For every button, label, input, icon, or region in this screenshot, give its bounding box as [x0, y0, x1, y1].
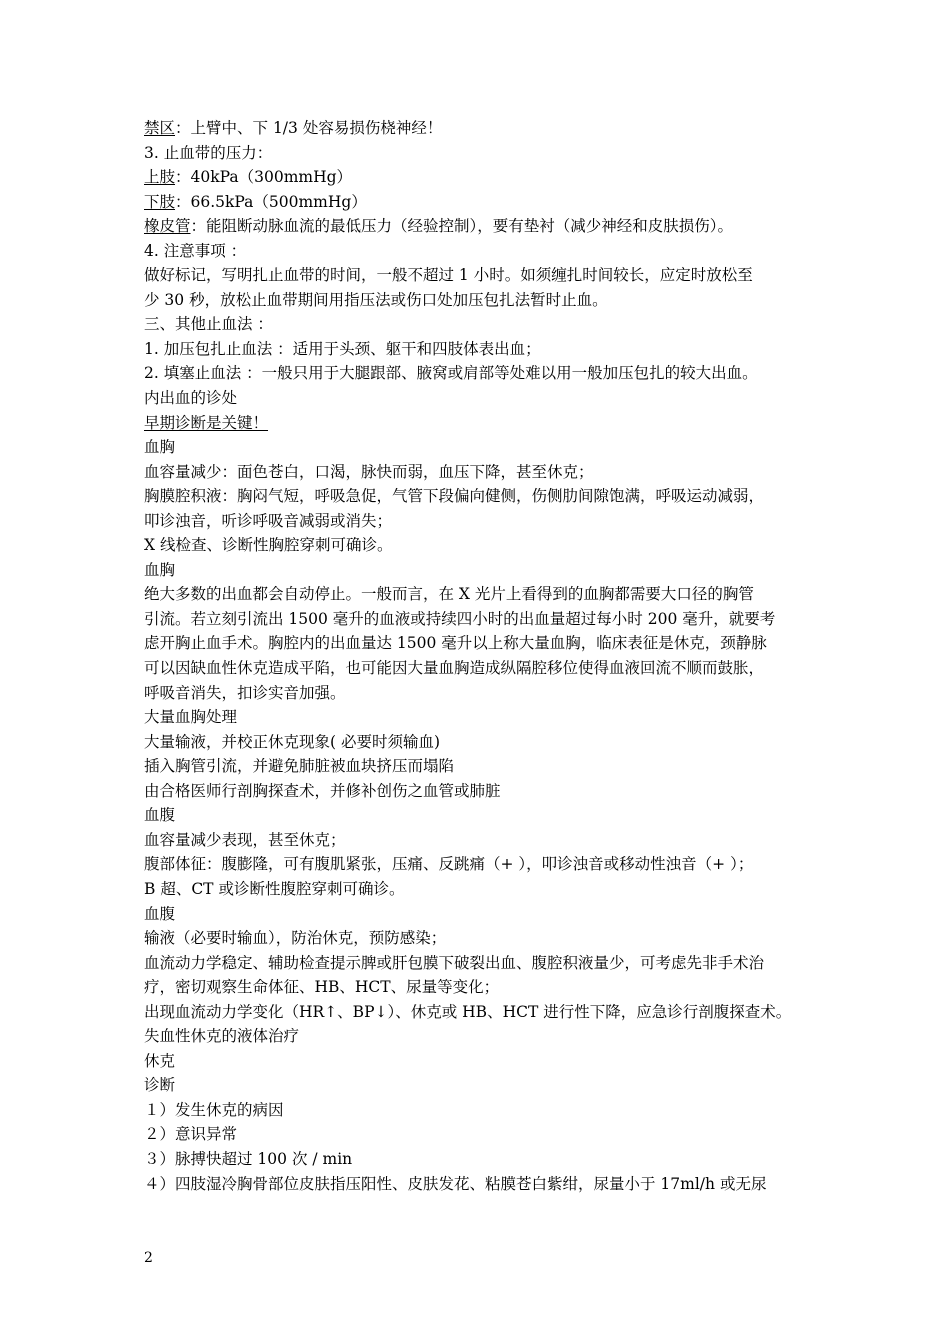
text-line	[144, 1172, 812, 1197]
line-text: 少 30 秒，放松止血带期间用指压法或伤口处加压包扎法暂时止血。	[144, 290, 608, 309]
text-line	[144, 1000, 812, 1025]
text-line	[144, 312, 812, 337]
text-line	[144, 484, 812, 509]
line-text: 引流。若立刻引流出 1500 毫升的血液或持续四小时的出血量超过每小时 200 毫升，就要考	[144, 609, 776, 628]
line-text: １）发生休克的病因	[144, 1100, 284, 1119]
line-text: 血容量减少：面色苍白，口渴，脉快而弱，血压下降，甚至休克；	[144, 462, 594, 481]
line-text: 腹部体征：腹膨隆，可有腹肌紧张，压痛、反跳痛（+ ），叩诊浊音或移动性浊音（+ ）；	[144, 855, 754, 874]
line-text: ２）意识异常	[144, 1125, 238, 1144]
line-text: 叩诊浊音，听诊呼吸音减弱或消失；	[144, 511, 393, 530]
line-text: X 线检查、诊断性胸腔穿刺可确诊。	[144, 536, 393, 555]
text-line	[144, 902, 812, 927]
line-text: ：能阻断动脉血流的最低压力（经验控制），要有垫衬（减少神经和皮肤损伤）。	[190, 217, 734, 236]
text-line	[144, 141, 812, 166]
text-line	[144, 705, 812, 730]
line-text: 血流动力学稳定、辅助检查提示脾或肝包膜下破裂出血、腹腔积液量少，可考虑先非手术治	[144, 953, 765, 972]
line-text: 三、其他止血法 ：	[144, 315, 273, 334]
underlined-term: 早期诊断是关键！	[144, 413, 269, 432]
text-line	[144, 1049, 812, 1074]
underlined-term: 橡皮管	[144, 217, 191, 236]
text-line	[144, 509, 812, 534]
line-text: 由合格医师行剖胸探查术，并修补创伤之血管或肺脏	[144, 781, 501, 800]
line-text: 血胸	[144, 560, 176, 579]
text-line	[144, 803, 812, 828]
text-line	[144, 656, 812, 681]
text-line	[144, 926, 812, 951]
text-line	[144, 681, 812, 706]
text-line	[144, 779, 812, 804]
line-text: 插入胸管引流，并避免肺脏被血块挤压而塌陷	[144, 757, 455, 776]
text-line	[144, 533, 812, 558]
line-text: 输液（必要时输血），防治休克，预防感染；	[144, 929, 447, 948]
line-text: 2. 填塞止血法 ：一般只用于大腿跟部、腋窝或肩部等处难以用一般加压包扎的较大出血。	[144, 364, 758, 383]
underlined-term: 下肢	[144, 192, 176, 211]
text-line	[144, 1098, 812, 1123]
line-text: 胸膜腔积液：胸闷气短，呼吸急促，气管下段偏向健侧，伤侧肋间隙饱满，呼吸运动减弱，	[144, 487, 765, 506]
line-text: 休克	[144, 1051, 176, 1070]
text-line	[144, 852, 812, 877]
text-line	[144, 631, 812, 656]
text-line	[144, 828, 812, 853]
text-line	[144, 337, 812, 362]
text-line	[144, 877, 812, 902]
line-text: ４）四肢湿冷胸骨部位皮肤指压阳性、皮肤发花、粘膜苍白紫绀，尿量小于 17ml/h 或无尿	[144, 1174, 767, 1193]
text-line	[144, 435, 812, 460]
text-line	[144, 386, 812, 411]
text-line	[144, 730, 812, 755]
line-text: 4. 注意事项 ：	[144, 241, 247, 260]
line-text: 3. 止血带的压力：	[144, 143, 273, 162]
text-line	[144, 116, 812, 141]
line-text: 大量血胸处理	[144, 708, 238, 727]
page-number: 2	[144, 1250, 153, 1266]
line-text: 血腹	[144, 806, 176, 825]
line-text: 可以因缺血性休克造成平陷，也可能因大量血胸造成纵隔腔移位使得血液回流不顺而鼓胀，	[144, 659, 765, 678]
line-text: 内出血的诊处	[144, 389, 238, 408]
line-text: 失血性休克的液体治疗	[144, 1027, 300, 1046]
text-line	[144, 754, 812, 779]
text-line	[144, 190, 812, 215]
line-text: ３）脉搏快超过 100 次 / min	[144, 1149, 353, 1168]
line-text: 诊断	[144, 1076, 176, 1095]
line-text: 血胸	[144, 438, 176, 457]
text-line	[144, 1073, 812, 1098]
text-line	[144, 288, 812, 313]
line-text: 疗，密切观察生命体征、HB、HCT、尿量等变化；	[144, 978, 500, 997]
text-line	[144, 1147, 812, 1172]
text-line	[144, 1024, 812, 1049]
text-line	[144, 951, 812, 976]
line-text: ：66.5kPa（500mmHg）	[175, 192, 367, 211]
document-body	[144, 116, 812, 1196]
line-text: 血容量减少表现，甚至休克；	[144, 830, 346, 849]
line-text: 呼吸音消失，扣诊实音加强。	[144, 683, 346, 702]
text-line	[144, 263, 812, 288]
line-text: 大量输液，并校正休克现象( 必要时须输血)	[144, 732, 441, 751]
text-line	[144, 1122, 812, 1147]
line-text: 1. 加压包扎止血法 ：适用于头颈、躯干和四肢体表出血；	[144, 339, 541, 358]
line-text: 血腹	[144, 904, 176, 923]
text-line	[144, 558, 812, 583]
text-line	[144, 411, 812, 436]
line-text: ：40kPa（300mmHg）	[175, 168, 353, 187]
text-line	[144, 607, 812, 632]
text-line	[144, 975, 812, 1000]
text-line	[144, 165, 812, 190]
line-text: 虑开胸止血手术。胸腔内的出血量达 1500 毫升以上称大量血胸，临床表征是休克，颈静脉	[144, 634, 767, 653]
underlined-term: 上肢	[144, 168, 176, 187]
text-line	[144, 239, 812, 264]
line-text: 绝大多数的出血都会自动停止。一般而言，在 X 光片上看得到的血胸都需要大口径的胸管	[144, 585, 754, 604]
text-line	[144, 460, 812, 485]
text-line	[144, 582, 812, 607]
line-text: ：上臂中、下 1/3 处容易损伤桡神经！	[175, 119, 443, 137]
line-text: 做好标记，写明扎止血带的时间，一般不超过 1 小时。如须缠扎时间较长，应定时放松至	[144, 266, 753, 285]
underlined-term: 禁区	[144, 119, 176, 137]
text-line	[144, 214, 812, 239]
line-text: B 超、CT 或诊断性腹腔穿刺可确诊。	[144, 879, 405, 898]
text-line	[144, 361, 812, 386]
line-text: 出现血流动力学变化（HR↑、BP↓）、休克或 HB、HCT 进行性下降，应急诊行剖腹探查术。	[144, 1002, 792, 1021]
